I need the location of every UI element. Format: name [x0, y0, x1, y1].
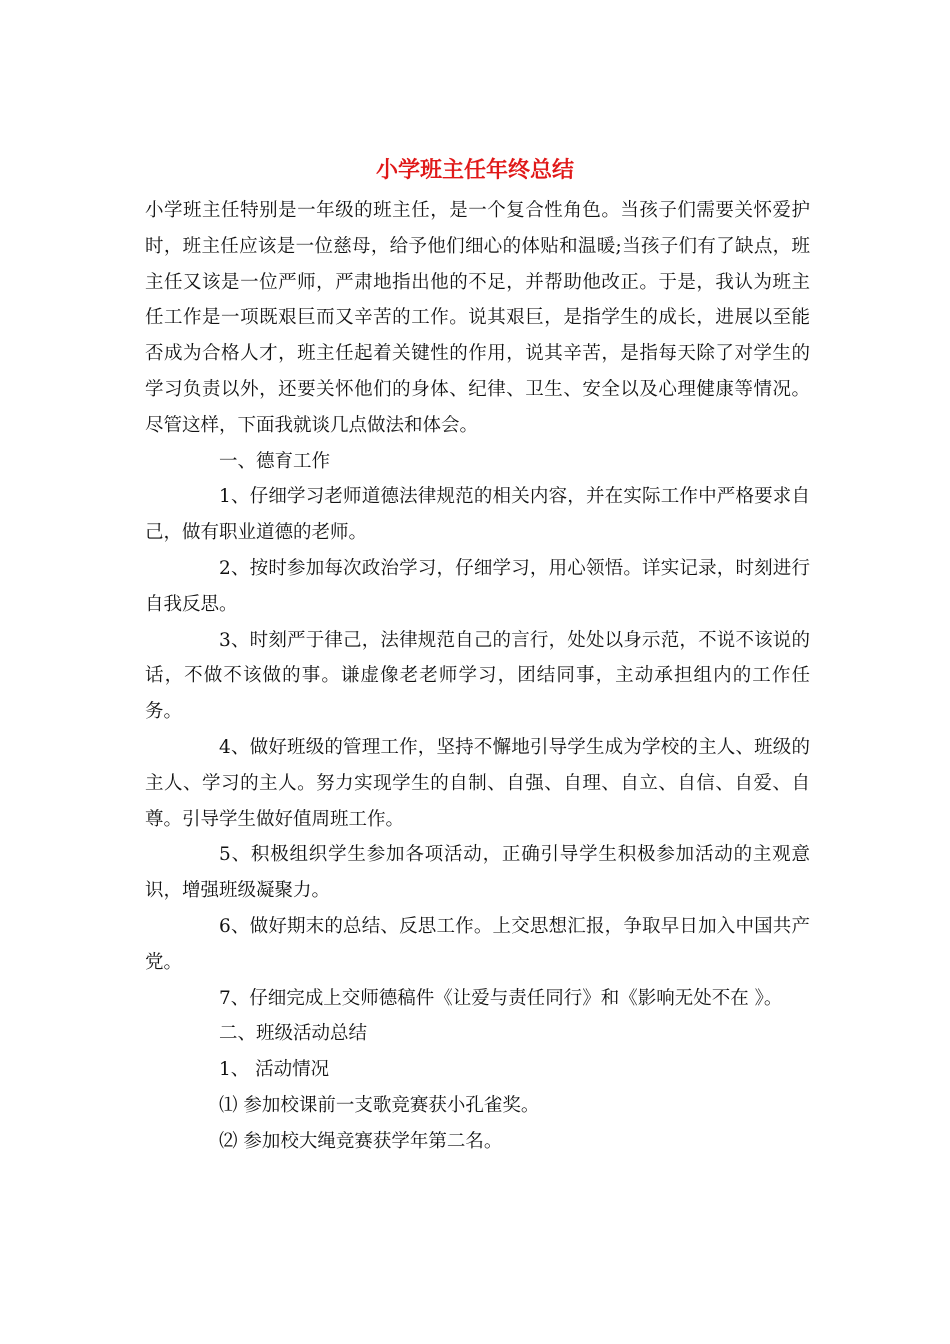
- section-heading-class-activities: 二、班级活动总结: [219, 1023, 368, 1045]
- section-heading-moral-education: 一、德育工作: [219, 450, 331, 472]
- list-item: 1、仔细学习老师道德法律规范的相关内容，并在实际工作中严格要求自己，做有职业道德的老师。: [145, 486, 810, 544]
- list-item: 3、时刻严于律己，法律规范自己的言行，处处以身示范，不说不该说的话，不做不该做的事。谦虚像老老师学习，团结同事，主动承担组内的工作任务。: [145, 629, 810, 723]
- list-item: 5、积极组织学生参加各项活动，正确引导学生积极参加活动的主观意识，增强班级凝聚力。: [145, 844, 810, 902]
- list-item: 2、按时参加每次政治学习，仔细学习，用心领悟。详实记录，时刻进行自我反思。: [145, 557, 810, 615]
- list-item: 7、仔细完成上交师德稿件《让爱与责任同行》和《影响无处不在 》。: [219, 987, 783, 1009]
- list-item: 6、做好期末的总结、反思工作。上交思想汇报，争取早日加入中国共产党。: [145, 915, 810, 973]
- intro-paragraph: 小学班主任特别是一年级的班主任，是一个复合性角色。当孩子们需要关怀爱护时，班主任应该是一位慈母，给予他们细心的体贴和温暖;当孩子们有了缺点，班主任又该是一位严师，严肃地指出他的不足，并帮助他改正。于是，我认为班主任工作是一项既艰巨而又辛苦的工作。说其艰巨，是指学生的成长，进展以至能否成为合格人才，班主任起着关键性的作用，说其辛苦，是指每天除了对学生的学习负责以外，还要关怀他们的身体、纪律、卫生、安全以及心理健康等情况。尽管这样，下面我就谈几点做法和体会。: [145, 200, 810, 436]
- document-body: [145, 193, 810, 1160]
- list-item: ⑵ 参加校大绳竞赛获学年第二名。: [219, 1130, 503, 1152]
- document-title: 小学班主任年终总结: [375, 157, 574, 183]
- subsection-heading: 1、 活动情况: [219, 1059, 330, 1081]
- list-item: 4、做好班级的管理工作，坚持不懈地引导学生成为学校的主人、班级的主人、学习的主人。努力实现学生的自制、自强、自理、自立、自信、自爱、自尊。引导学生做好值周班工作。: [145, 736, 810, 830]
- list-item: ⑴ 参加校课前一支歌竞赛获小孔雀奖。: [219, 1094, 540, 1116]
